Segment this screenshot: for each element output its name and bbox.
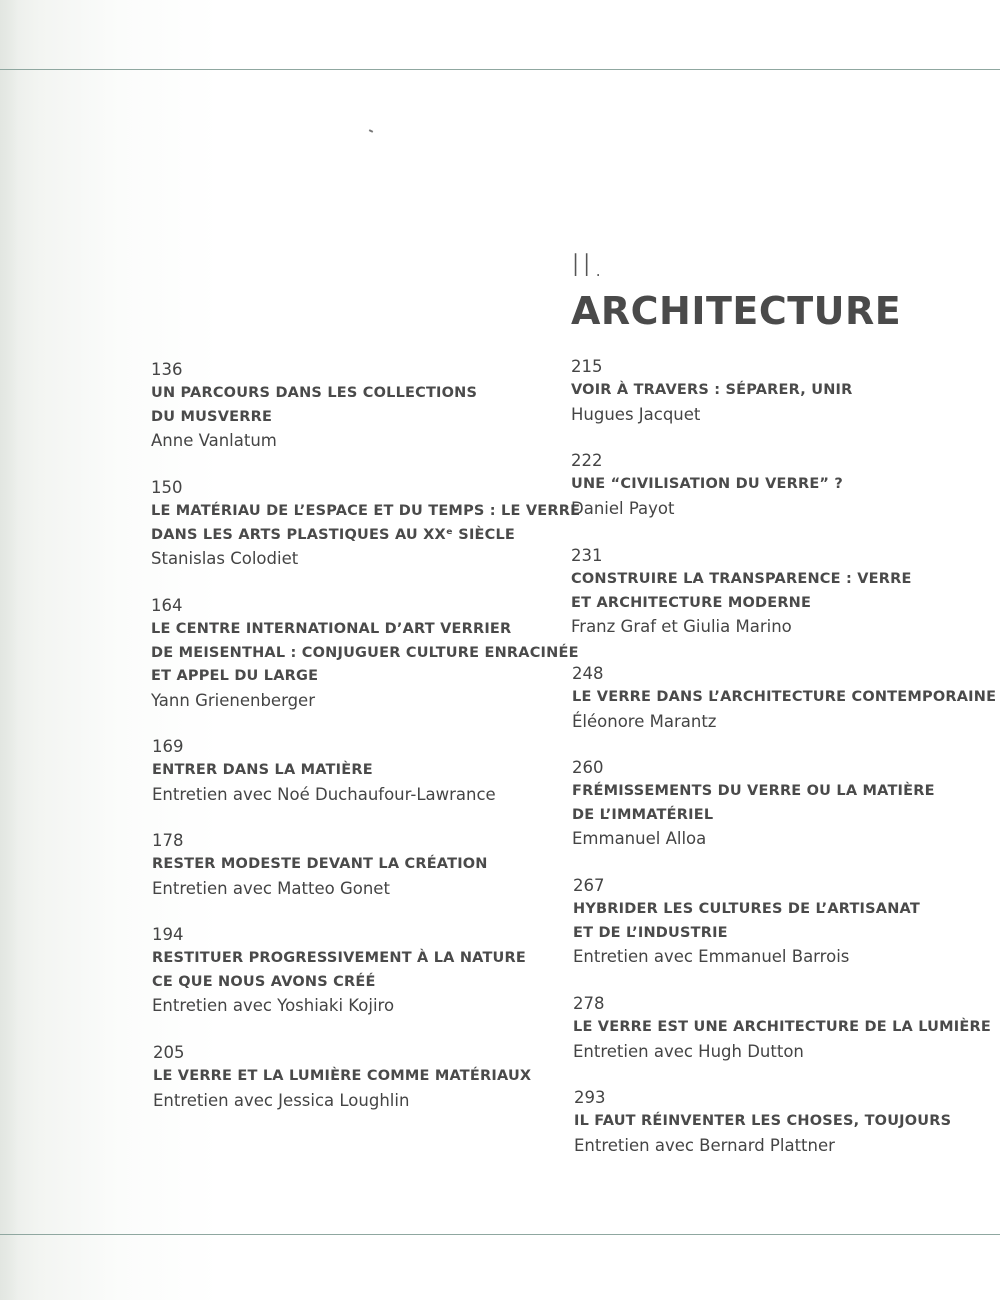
page-number: 215 [571, 357, 603, 376]
bottom-rule [0, 1234, 1000, 1235]
page-number: 178 [152, 831, 184, 850]
entry-title [571, 568, 991, 615]
entry-title [571, 379, 991, 403]
entry-author: Entretien avec Jessica Loughlin [153, 1090, 410, 1110]
toc-entry [573, 874, 993, 969]
entry-title-line: VOIR À TRAVERS : SÉPARER, UNIR [571, 382, 853, 398]
entry-title-line: UNE “CIVILISATION DU VERRE” ? [571, 476, 844, 492]
entry-title-line: ET APPEL DU LARGE [151, 668, 319, 684]
entry-title-line: LE VERRE ET LA LUMIÈRE COMME MATÉRIAUX [153, 1068, 532, 1084]
entry-title [151, 382, 571, 429]
top-rule [0, 69, 1000, 70]
entry-title-line: DANS LES ARTS PLASTIQUES AU XXᵉ SIÈCLE [151, 526, 516, 543]
entry-title-line: DE L’IMMATÉRIEL [572, 806, 714, 823]
toc-entry [571, 544, 991, 639]
entry-title-line: CONSTRUIRE LA TRANSPARENCE : VERRE [571, 571, 912, 587]
entry-title [572, 780, 992, 827]
entry-title [152, 759, 572, 783]
toc-entry [571, 449, 991, 521]
section-title: ARCHITECTURE [571, 289, 902, 333]
entry-title [153, 1065, 573, 1089]
page-number: 222 [571, 451, 603, 470]
entry-author: Entretien avec Hugh Dutton [573, 1041, 804, 1061]
entry-title-line: DE MEISENTHAL : CONJUGUER CULTURE ENRACINÉE [151, 644, 579, 661]
entry-title-line: RESTITUER PROGRESSIVEMENT À LA NATURE [152, 950, 526, 966]
page-number: 194 [152, 925, 184, 944]
entry-title [573, 898, 993, 945]
entry-author: Emmanuel Alloa [572, 829, 707, 848]
toc-entry [152, 735, 572, 807]
entry-author: Entretien avec Noé Duchaufour-Lawrance [152, 784, 496, 804]
page-number: 169 [152, 737, 184, 756]
entry-title [152, 853, 572, 877]
toc-entry [151, 476, 581, 571]
entry-author: Éléonore Marantz [572, 711, 717, 731]
toc-entry [152, 829, 572, 901]
toc-entry [572, 756, 992, 851]
entry-title-line: LE VERRE DANS L’ARCHITECTURE CONTEMPORAINE [572, 689, 997, 705]
toc-entry [573, 992, 993, 1064]
entry-title-line: RESTER MODESTE DEVANT LA CRÉATION [152, 856, 488, 872]
entry-title-line: FRÉMISSEMENTS DU VERRE OU LA MATIÈRE [572, 783, 935, 799]
page-number: 136 [151, 360, 183, 379]
section-numeral: II. [571, 248, 606, 284]
entry-title-line: CE QUE NOUS AVONS CRÉÉ [152, 973, 376, 990]
toc-entry [571, 355, 991, 427]
page-number: 205 [153, 1043, 185, 1062]
entry-title-line: ENTRER DANS LA MATIÈRE [152, 762, 373, 778]
toc-entry [574, 1086, 994, 1158]
entry-title [151, 618, 579, 689]
entry-author: Hugues Jacquet [571, 404, 701, 424]
entry-title-line: ET DE L’INDUSTRIE [573, 924, 728, 941]
page-number: 267 [573, 876, 605, 895]
entry-author: Entretien avec Matteo Gonet [152, 878, 390, 898]
page-number: 248 [572, 664, 604, 683]
entry-author: Franz Graf et Giulia Marino [571, 617, 792, 636]
entry-title [571, 473, 991, 497]
page-number: 164 [151, 596, 183, 615]
entry-title-line: HYBRIDER LES CULTURES DE L’ARTISANAT [573, 901, 920, 917]
entry-title-line: DU MUSVERRE [151, 408, 273, 425]
entry-title [152, 947, 572, 994]
entry-author: Daniel Payot [571, 498, 675, 518]
page-number: 293 [574, 1088, 606, 1107]
entry-author: Stanislas Colodiet [151, 549, 299, 568]
page-number: 278 [573, 994, 605, 1013]
entry-author: Yann Grienenberger [151, 690, 315, 710]
page-number: 150 [151, 478, 183, 497]
entry-title [572, 686, 997, 710]
entry-title-line: UN PARCOURS DANS LES COLLECTIONS [151, 385, 478, 401]
page-edge-shadow [0, 0, 18, 1300]
toc-entry [153, 1041, 573, 1113]
entry-title [574, 1110, 994, 1134]
toc-entry [572, 662, 997, 734]
entry-title-line: IL FAUT RÉINVENTER LES CHOSES, TOUJOURS [574, 1113, 952, 1129]
entry-title-line: LE VERRE EST UNE ARCHITECTURE DE LA LUMIÈRE [573, 1019, 991, 1035]
entry-author: Anne Vanlatum [151, 431, 277, 450]
toc-entry [152, 923, 572, 1018]
toc-entry [151, 594, 579, 713]
entry-title [573, 1016, 993, 1040]
entry-title-line: LE MATÉRIAU DE L’ESPACE ET DU TEMPS : LE VERRE [151, 503, 581, 519]
entry-title-line: ET ARCHITECTURE MODERNE [571, 594, 812, 611]
entry-author: Entretien avec Bernard Plattner [574, 1135, 835, 1155]
page-number: 260 [572, 758, 604, 777]
page-number: 231 [571, 546, 603, 565]
entry-title-line: LE CENTRE INTERNATIONAL D’ART VERRIER [151, 621, 512, 637]
entry-author: Entretien avec Emmanuel Barrois [573, 947, 850, 966]
toc-entry [151, 358, 571, 453]
entry-title [151, 500, 581, 547]
entry-author: Entretien avec Yoshiaki Kojiro [152, 996, 395, 1015]
